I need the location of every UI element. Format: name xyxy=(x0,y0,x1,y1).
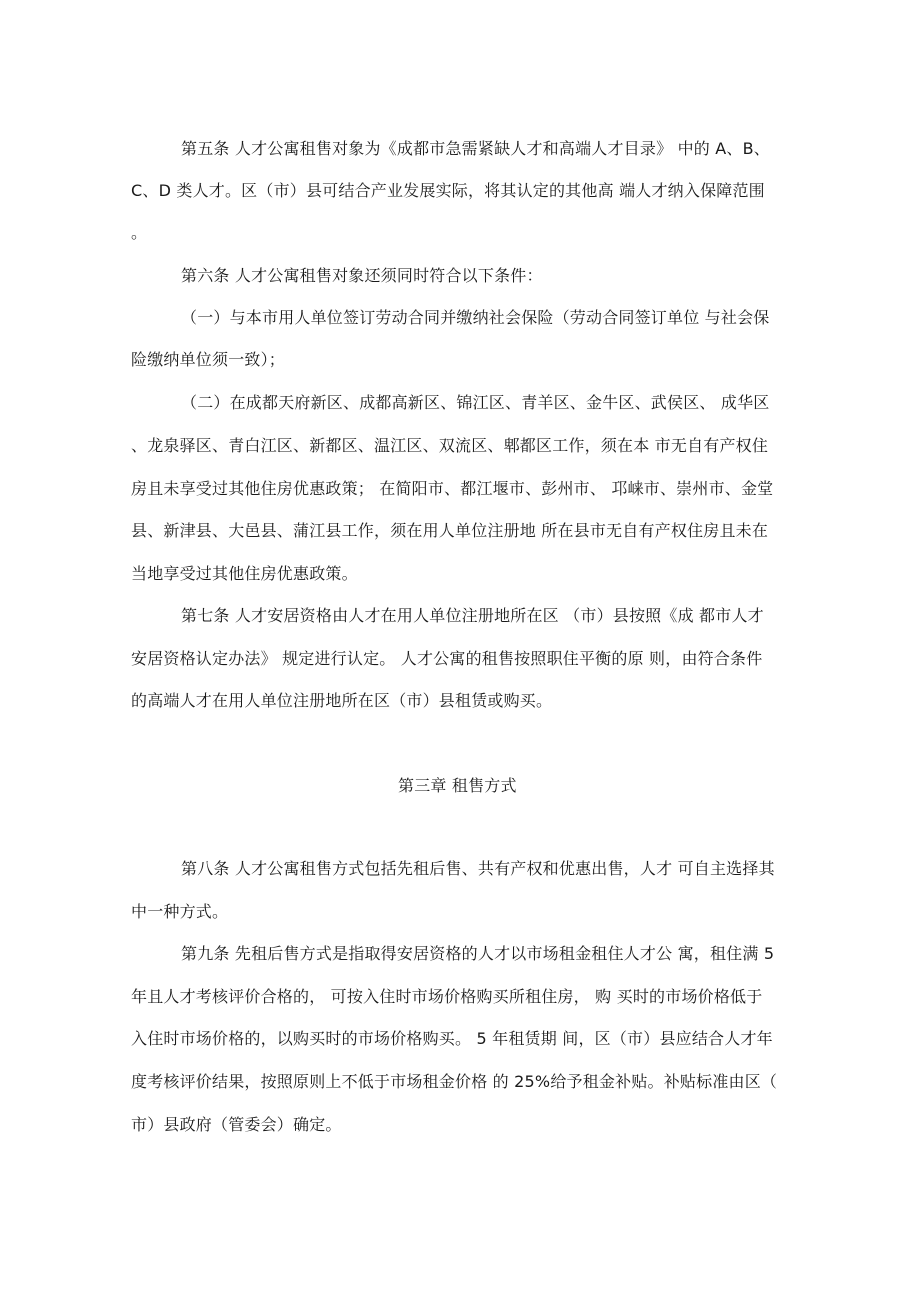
article-6-item-2-line-1: （二）在成都天府新区、成都高新区、锦江区、青羊区、金牛区、武侯区、 成华区 xyxy=(181,393,770,412)
article-9-line-1: 第九条 先租后售方式是指取得安居资格的人才以市场租金租住人才公 寓，租住满 5 xyxy=(181,944,775,963)
article-6-heading: 第六条 人才公寓租售对象还须同时符合以下条件： xyxy=(181,266,543,285)
article-6-item-2-line-3: 房且未享受过其他住房优惠政策； 在简阳市、都江堰市、彭州市、 邛崃市、崇州市、金堂 xyxy=(131,479,774,498)
article-6-item-2-line-4: 县、新津县、大邑县、蒲江县工作，须在用人单位注册地 所在县市无自有产权住房且未在 xyxy=(131,521,769,540)
article-5-line-3: 。 xyxy=(131,223,148,242)
article-6-item-1-line-2: 险缴纳单位须一致）； xyxy=(131,350,286,369)
article-7-line-3: 的高端人才在用人单位注册地所在区（市）县租赁或购买。 xyxy=(131,691,553,710)
article-6-item-2-line-5: 当地享受过其他住房优惠政策。 xyxy=(131,564,358,583)
article-8-line-2: 中一种方式。 xyxy=(131,902,229,921)
article-9-line-3: 入住时市场价格的，以购买时的市场价格购买。 5 年租赁期 间，区（市）县应结合人才年 xyxy=(131,1029,773,1048)
article-7-line-2: 安居资格认定办法》 规定进行认定。 人才公寓的租售按照职住平衡的原 则，由符合条件 xyxy=(131,649,763,668)
article-9-line-4: 度考核评价结果，按照原则上不低于市场租金价格 的 25%给予租金补贴。补贴标准由区（ xyxy=(131,1072,778,1091)
article-7-line-1: 第七条 人才安居资格由人才在用人单位注册地所在区 （市）县按照《成 都市人才 xyxy=(181,606,764,625)
article-5-line-1: 第五条 人才公寓租售对象为《成都市急需紧缺人才和高端人才目录》 中的 A、B、 xyxy=(181,139,770,158)
article-6-item-2-line-2: 、龙泉驿区、青白江区、新都区、温江区、双流区、郫都区工作，须在本 市无自有产权住 xyxy=(131,436,769,455)
article-6-item-1-line-1: （一）与本市用人单位签订劳动合同并缴纳社会保险（劳动合同签订单位 与社会保 xyxy=(181,308,770,327)
article-9-line-2: 年且人才考核评价合格的， 可按入住时市场价格购买所租住房， 购 买时的市场价格低于 xyxy=(131,987,763,1006)
article-9-line-5: 市）县政府（管委会）确定。 xyxy=(131,1115,342,1134)
chapter-3-heading: 第三章 租售方式 xyxy=(398,776,517,795)
article-8-line-1: 第八条 人才公寓租售方式包括先租后售、共有产权和优惠出售，人才 可自主选择其 xyxy=(181,859,775,878)
article-5-line-2: C、D 类人才。区（市）县可结合产业发展实际，将其认定的其他高 端人才纳入保障范围 xyxy=(131,181,765,200)
